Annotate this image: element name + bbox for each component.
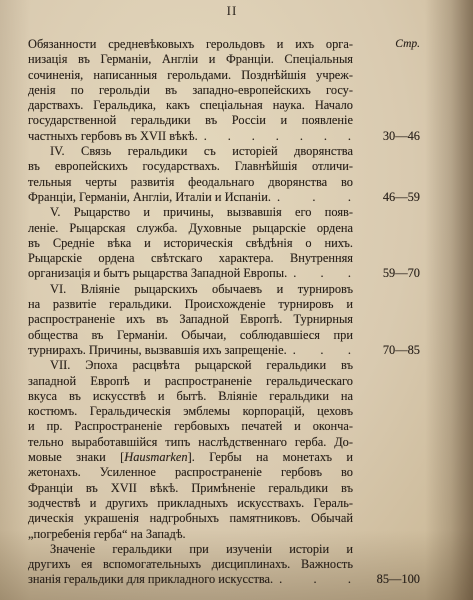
toc-line xyxy=(28,328,420,343)
toc-line xyxy=(28,205,420,220)
toc-line-text: распространеніе ихъ въ Западной Европѣ. Турнирныя xyxy=(28,312,353,327)
toc-line-segment: мовые знаки [ xyxy=(28,450,125,465)
toc-line-end-text: организація и бытъ рыцарства Западной Европы. xyxy=(28,266,288,281)
toc-line-end-text: частныхъ гербовъ въ XVII вѣкѣ. xyxy=(28,128,198,143)
toc-line xyxy=(28,144,420,159)
toc-line xyxy=(28,113,420,128)
page-range: 30—46 xyxy=(382,128,420,143)
toc-line-text: Рыцарскіе ордена свѣтскаго характера. Внутренняя xyxy=(28,251,353,266)
toc-line xyxy=(28,511,420,526)
toc-line-text: общества въ Германіи. Обычаи, соблюдавшіеся при xyxy=(28,327,353,342)
toc-line-text: Обязанности средневѣковыхъ герольдовъ и ихъ орга- xyxy=(28,37,353,51)
page-range: 70—85 xyxy=(382,342,420,357)
toc-line-text: дическія украшенія надгробныхъ памятниковъ. Обычай xyxy=(28,511,353,526)
toc-line-text: „погребенія герба“ на Западѣ. xyxy=(28,526,186,541)
toc-line xyxy=(28,527,420,542)
toc-line-text: въ Средніе вѣка и историческія свѣдѣнія о нихъ. xyxy=(28,235,353,250)
toc-line xyxy=(28,450,420,465)
toc-line-text xyxy=(28,190,353,205)
toc-line xyxy=(28,419,420,434)
toc-line-text: на развитіе геральдики. Происхожденіе турнировъ и xyxy=(28,297,353,312)
toc-line-text: тельныя черты развитія феодальнаго дворянства во xyxy=(28,174,353,189)
toc-line xyxy=(28,221,420,236)
toc-line-end-text: Франціи, Германіи, Англіи, Италіи и Испаніи. xyxy=(28,189,271,204)
toc-line xyxy=(28,52,420,67)
toc-line xyxy=(28,496,420,511)
toc-line xyxy=(28,251,420,266)
dot-leader: . . . xyxy=(279,572,351,587)
chapter-heading-text: VII. Эпоха расцвѣта рыцарской геральдики въ xyxy=(50,358,353,373)
toc-line-text xyxy=(28,572,353,587)
toc-line-text: зодчествѣ и другихъ прикладныхъ искусствахъ. Гераль- xyxy=(28,495,353,510)
toc-line xyxy=(28,83,420,98)
toc-line xyxy=(28,98,420,113)
page-range: 46—59 xyxy=(382,189,420,204)
toc-line xyxy=(28,343,420,358)
toc-line-end-text: знанія геральдики для прикладного искусства. xyxy=(28,572,274,587)
page-range: 85—100 xyxy=(376,572,420,587)
toc-line xyxy=(28,542,420,557)
toc-line-text: вкуса въ искусствѣ и бытѣ. Вліяніе геральдики на xyxy=(28,388,353,403)
toc-line xyxy=(28,481,420,496)
italic-term: Hausmarken xyxy=(124,450,188,465)
toc-line xyxy=(28,159,420,174)
toc-line xyxy=(28,282,420,297)
toc-line-text xyxy=(28,450,353,465)
toc-line xyxy=(28,297,420,312)
toc-line xyxy=(28,557,420,572)
chapter-heading-text: VI. Вліяніе рыцарскихъ обычаевъ и турнировъ xyxy=(50,281,353,296)
toc-line-text xyxy=(28,129,353,144)
toc-line xyxy=(28,236,420,251)
toc-line xyxy=(28,374,420,389)
paragraph-start-text: Значеніе геральдики при изученіи исторіи и xyxy=(50,541,353,556)
page-column-label: Стр. xyxy=(395,38,420,50)
toc-line-text: денія по герольдіи въ западно-европейскихъ госу- xyxy=(28,82,353,97)
toc-line-text xyxy=(28,266,353,281)
toc-line xyxy=(28,465,420,480)
toc-line xyxy=(28,175,420,190)
toc-line-text: дарствахъ. Геральдика, какъ спеціальная наука. Начало xyxy=(28,98,353,113)
toc-line xyxy=(28,389,420,404)
toc-line-text: западной Европѣ и распространеніе геральдическаго xyxy=(28,373,353,388)
toc-line-text: низація въ Германіи, Англіи и Франціи. Спеціальныя xyxy=(28,52,353,67)
toc-line xyxy=(28,358,420,373)
toc-line xyxy=(28,266,420,281)
toc-line-text: костюмъ. Геральдическія эмблемы корпорацій, цеховъ xyxy=(28,404,353,419)
toc-line-text: сочиненія, написанныя герольдами. Позднѣйшія учреж- xyxy=(28,67,353,82)
toc-line-text: Франціи въ XVII вѣкѣ. Примѣненіе геральдики въ xyxy=(28,480,353,495)
dot-leader: . . . xyxy=(293,266,351,281)
page-range: 59—70 xyxy=(382,266,420,281)
toc-line-text: и пр. Распространеніе гербовыхъ печатей и оконча- xyxy=(28,419,353,434)
chapter-heading-text: IV. Связь геральдики съ исторіей дворянства xyxy=(50,144,353,159)
toc-line xyxy=(28,68,420,83)
dot-leader: . . . xyxy=(292,342,351,357)
toc-line-text: жетонахъ. Усиленное распространеніе гербовъ во xyxy=(28,465,353,480)
page-numeral: II xyxy=(226,3,238,18)
dot-leader: . . . xyxy=(276,189,351,204)
toc-line-text: въ европейскихъ государствахъ. Главнѣйшія отличи- xyxy=(28,159,353,174)
toc-line-end-text: турнирахъ. Причины, вызвавшія ихъ запрещеніе. xyxy=(28,342,287,357)
toc-line xyxy=(28,435,420,450)
chapter-heading-text: V. Рыцарство и причины, вызвавшія его появ- xyxy=(50,205,353,220)
toc-line-text: тельно выработавшійся типъ наслѣдственнаго герба. До- xyxy=(28,434,353,449)
toc-line xyxy=(28,312,420,327)
toc-line-text: государственной геральдики въ Россіи и появленіе xyxy=(28,113,353,128)
toc-line xyxy=(28,129,420,144)
toc-line xyxy=(28,572,420,587)
toc-line-segment: ]. Гербы на монетахъ и xyxy=(187,450,353,465)
toc-line-text: другихъ ея вспомогательныхъ дисциплинахъ. Важность xyxy=(28,557,353,572)
toc-line-text xyxy=(28,343,353,358)
dot-leader: . . . . . . . xyxy=(203,128,351,143)
toc-line xyxy=(28,190,420,205)
toc-line xyxy=(28,404,420,419)
toc-line xyxy=(28,37,420,52)
table-of-contents xyxy=(28,37,420,588)
toc-line-text: леніе. Рыцарская служба. Духовные рыцарскіе ордена xyxy=(28,220,353,235)
